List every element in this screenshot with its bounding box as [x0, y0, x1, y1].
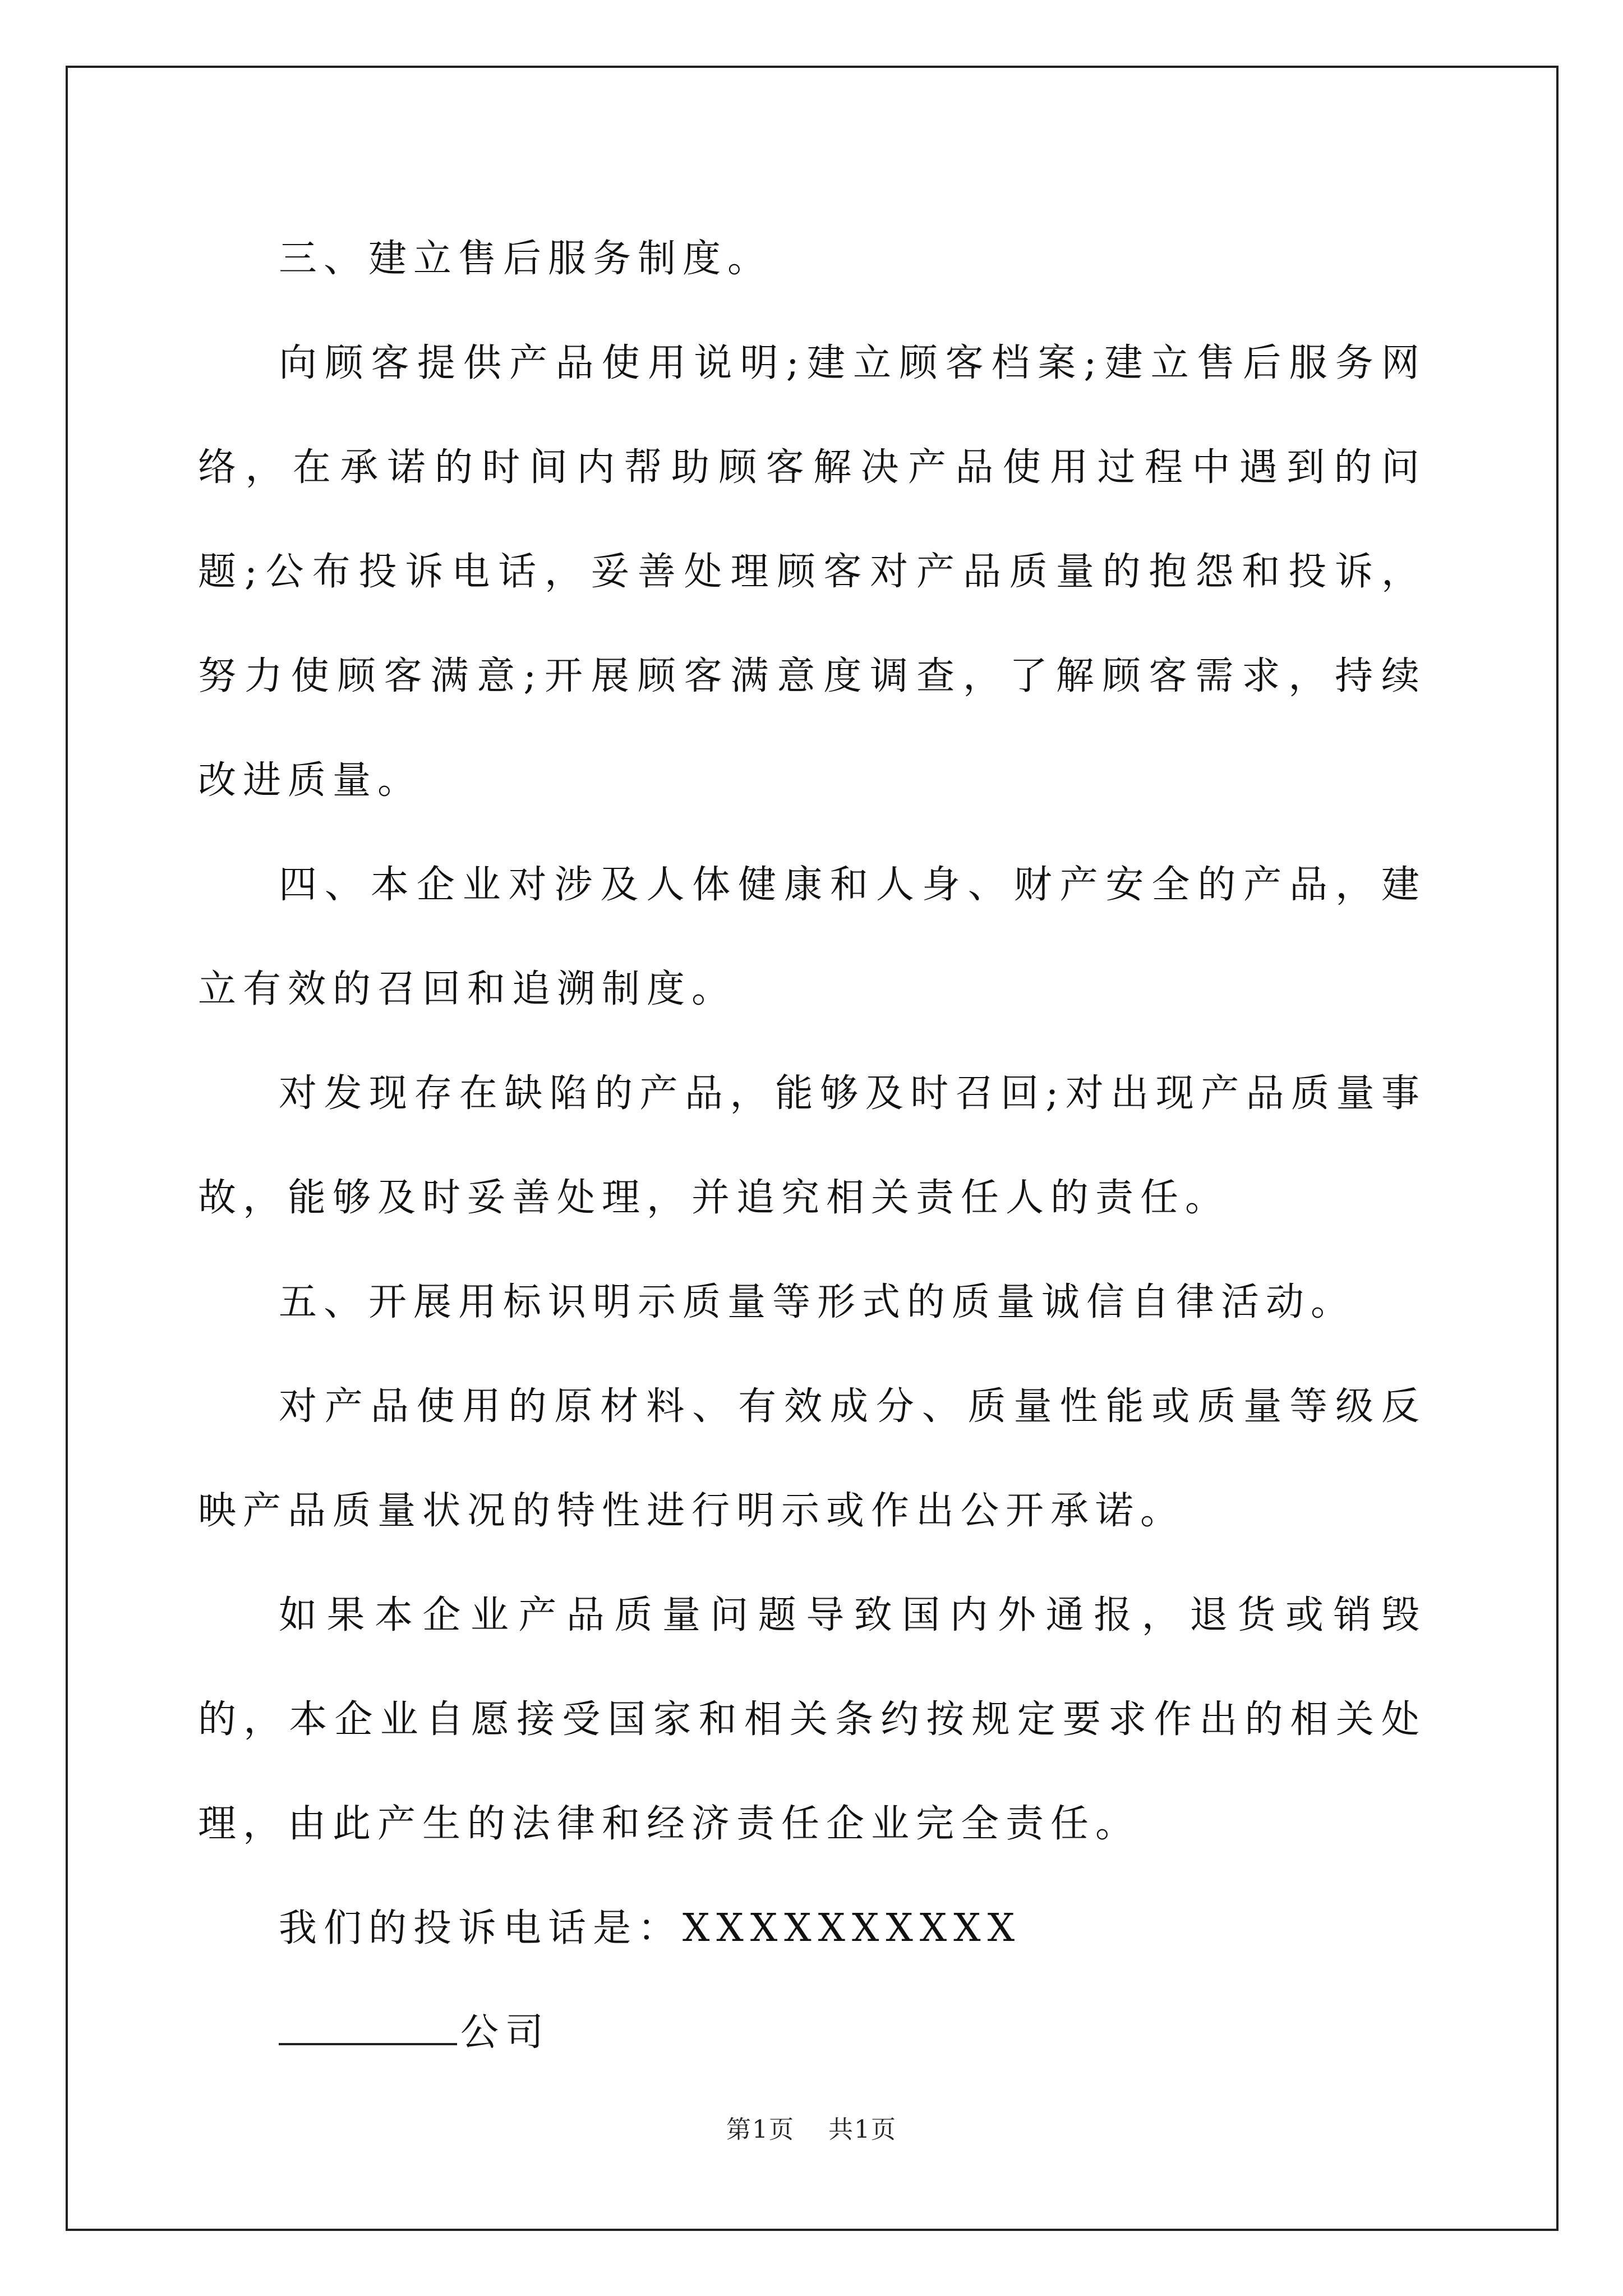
page-footer: [0, 2109, 1623, 2145]
company-signature: [198, 1981, 1426, 2085]
document-body: [198, 207, 1426, 2085]
page-total: 共1页: [828, 2115, 897, 2144]
paragraph: 对发现存在缺陷的产品，能够及时召回;对出现产品质量事故，能够及时妥善处理，并追究相关责任人的责任。: [198, 1071, 1426, 1220]
paragraph: 向顾客提供产品使用说明;建立顾客档案;建立售后服务网络，在承诺的时间内帮助顾客解决产品使用过程中遇到的问题;公布投诉电话，妥善处理顾客对产品质量的抱怨和投诉，努力使顾客满意;开展顾客满意度调查，了解顾客需求，持续改进质量。: [198, 341, 1426, 803]
section-heading-4: 四、本企业对涉及人体健康和人身、财产安全的产品，建立有效的召回和追溯制度。: [198, 863, 1426, 1011]
section-heading-3: 三、建立售后服务制度。: [279, 237, 773, 281]
company-name-blank: [279, 2010, 457, 2045]
company-suffix: 公司: [460, 2010, 551, 2055]
section-heading-5: 五、开展用标识明示质量等形式的质量诚信自律活动。: [279, 1280, 1356, 1324]
paragraph: 对产品使用的原材料、有效成分、质量性能或质量等级反映产品质量状况的特性进行明示或作出公开承诺。: [198, 1384, 1426, 1533]
page-number: 第1页: [726, 2115, 795, 2144]
complaint-phone-line: 我们的投诉电话是：XXXXXXXXXX: [279, 1906, 1022, 1950]
paragraph: 如果本企业产品质量问题导致国内外通报，退货或销毁的，本企业自愿接受国家和相关条约按规定要求作出的相关处理，由此产生的法律和经济责任企业完全责任。: [198, 1593, 1426, 1846]
